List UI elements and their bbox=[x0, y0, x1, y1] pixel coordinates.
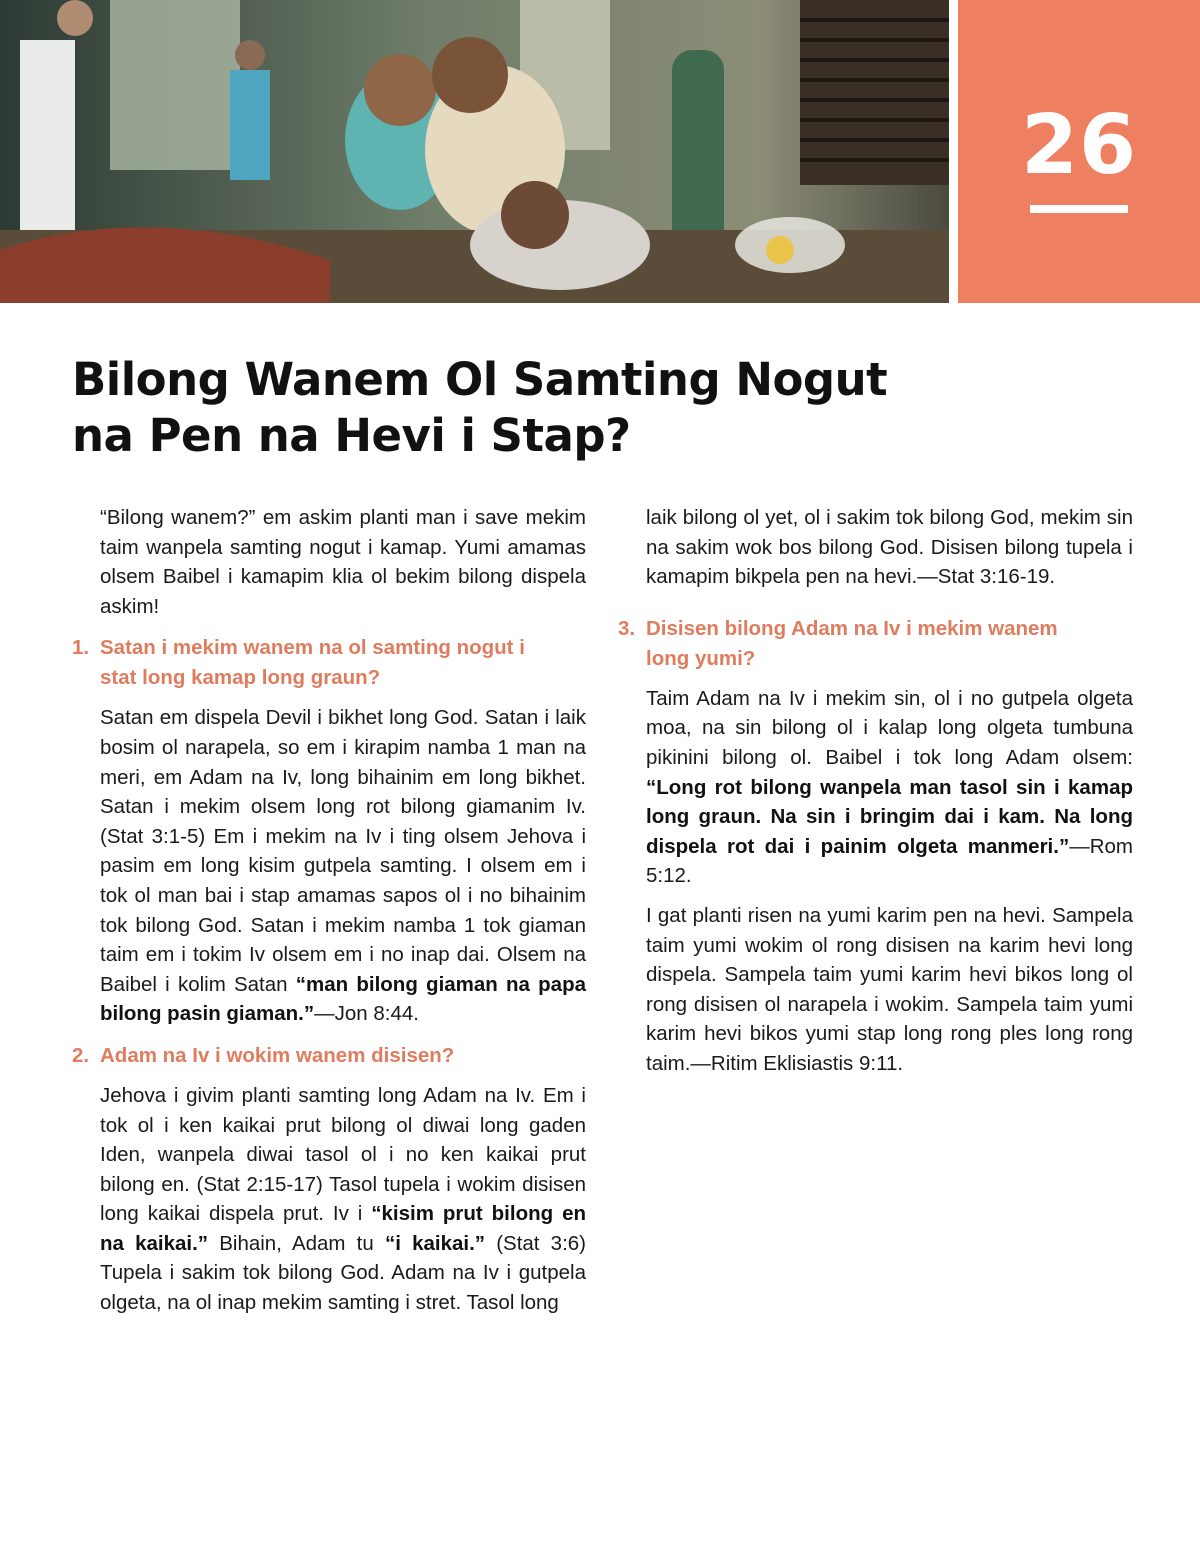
lesson-number-badge bbox=[958, 0, 1200, 303]
question-text-line-1: Adam na Iv i wokim wanem disisen? bbox=[100, 1043, 455, 1067]
section-2-paragraph bbox=[100, 1081, 586, 1318]
section-1-paragraph bbox=[100, 703, 586, 1029]
header-photo bbox=[0, 0, 949, 303]
question-number: 3. bbox=[618, 616, 636, 640]
section-2-paragraph-continued: laik bilong ol yet, ol i sakim tok bilong God, mekim sin na sakim wok bos bilong God. Disisen bilong tupela i kamapim bikpela pen na hevi.—Stat 3:16-19. bbox=[646, 506, 1133, 589]
paragraph-text: Taim Adam na Iv i mekim sin, ol i no gutpela olgeta moa, na sin bilong ol i kalap long olgeta tumbuna pikinini bilong ol. Baibel i tok long Adam olsem: bbox=[646, 686, 1133, 769]
hospital-scene-image bbox=[0, 0, 949, 303]
scripture-reference: —Rom 5:12. bbox=[646, 834, 1133, 888]
question-number: 2. bbox=[72, 1043, 90, 1067]
section-3-paragraph-2: I gat planti risen na yumi karim pen na hevi. Sampela taim yumi wokim ol rong disisen na karim hevi long dispela. Sampela taim yumi karim hevi bikos long ol rong disisen ol narapela i wokim. Sampela taim yumi karim hevi bikos yumi stap long rong ples long rong taim.—Ritim Eklisiastis 9:11. bbox=[646, 903, 1133, 1075]
question-text-line-2: long yumi? bbox=[646, 646, 756, 670]
section-3-paragraph-1 bbox=[646, 684, 1133, 891]
paragraph-text: Jehova i givim planti samting long Adam na Iv. Em i tok ol i ken kaikai prut bilong ol diwai long gaden Iden, wanpela diwai tasol ol i no ken kaikai prut bilong en. (Stat 2:15-17) Tasol tupela i wokim disisen long kaikai dispela prut. Iv i bbox=[100, 1083, 586, 1226]
bold-quote: “Long rot bilong wanpela man tasol sin i kamap long graun. Na sin i bringim dai i kam. Na long dispela rot dai i painim olgeta manmeri.” bbox=[646, 775, 1133, 858]
right-column bbox=[618, 503, 1133, 1089]
question-number: 1. bbox=[72, 636, 90, 660]
lesson-number: 26 bbox=[1020, 98, 1138, 193]
badge-underline bbox=[1030, 205, 1128, 213]
question-3-heading bbox=[618, 614, 1133, 674]
paragraph-text: Bihain, Adam tu bbox=[208, 1231, 385, 1255]
bold-quote: “man bilong giaman na papa bilong pasin giaman.” bbox=[100, 972, 586, 1026]
question-text-line-2: stat long kamap long graun? bbox=[100, 666, 381, 690]
question-text-line-1: Disisen bilong Adam na Iv i mekim wanem bbox=[646, 616, 1058, 640]
question-text-line-1: Satan i mekim wanem na ol samting nogut i bbox=[100, 636, 525, 660]
paragraph-text: (Stat 3:6) Tupela i sakim tok bilong God. Adam na Iv i gutpela olgeta, na ol inap mekim samting i stret. Tasol long bbox=[100, 1231, 586, 1315]
page-title bbox=[72, 352, 972, 464]
question-1-heading bbox=[72, 633, 586, 693]
scripture-reference: —Jon 8:44. bbox=[314, 1002, 419, 1026]
title-line-2: na Pen na Hevi i Stap? bbox=[72, 409, 631, 462]
paragraph-text: Satan em dispela Devil i bikhet long God. Satan i laik bosim ol narapela, so em i kirapim namba 1 man na meri, em Adam na Iv, long bihainim em long bikhet. Satan i mekim olsem long rot bilong giamanim Iv. (Stat 3:1-5) Em i mekim na Iv i ting olsem Jehova i pasim em long kisim gutpela samting. I olsem em i tok ol man bai i stap amamas sapos ol i no bihainim tok bilong God. Satan i mekim namba 1 tok giaman taim em i tokim Iv olsem em i no inap dai. Olsem na Baibel i kolim Satan bbox=[100, 706, 586, 996]
bold-quote: “kisim prut bilong en na kaikai.” bbox=[100, 1202, 586, 1255]
left-column bbox=[72, 503, 586, 1343]
question-2-heading bbox=[72, 1041, 586, 1071]
title-line-1: Bilong Wanem Ol Samting Nogut bbox=[72, 353, 888, 406]
bold-quote: “i kaikai.” bbox=[384, 1231, 486, 1255]
intro-paragraph: “Bilong wanem?” em askim planti man i save mekim taim wanpela samting nogut i kamap. Yumi amamas olsem Baibel i kamapim klia ol bekim bilong dispela askim! bbox=[100, 506, 586, 618]
